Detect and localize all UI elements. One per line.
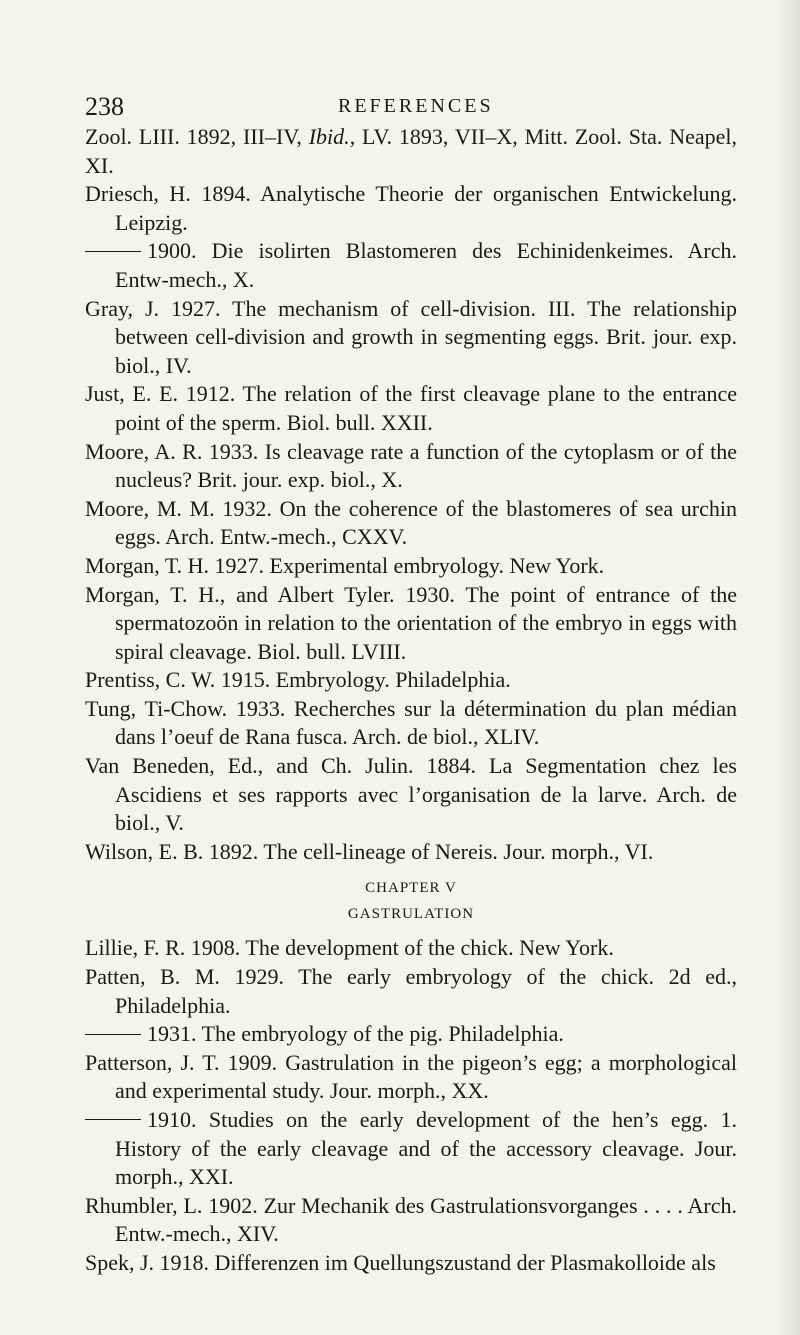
reference-list	[85, 123, 737, 1278]
reference-text: Van Beneden, Ed., and Ch. Julin. 1884. La Segmentation chez les Ascidiens et ses rapports avec l’organisation de la larve. Arch. de biol., V.	[85, 753, 737, 836]
reference-text: Moore, A. R. 1933. Is cleavage rate a function of the cytoplasm or of the nucleus? Brit. jour. exp. biol., X.	[85, 438, 737, 493]
reference-text: Prentiss, C. W. 1915. Embryology. Philadelphia.	[85, 667, 511, 693]
reference-entry	[85, 752, 737, 838]
reference-text: 1910. Studies on the early development of the hen’s egg. 1. History of the early cleavage and of the accessory cleavage. Jour. morph., XXI.	[115, 1107, 737, 1190]
reference-entry	[85, 495, 737, 552]
running-head: REFERENCES	[338, 95, 494, 117]
reference-text: Patten, B. M. 1929. The early embryology of the chick. 2d ed., Philadelphia.	[85, 964, 737, 1018]
reference-text: Patterson, J. T. 1909. Gastrulation in the pigeon’s egg; a morphological and experimental study. Jour. morph., XX.	[85, 1049, 737, 1104]
page-number: 238	[85, 92, 124, 121]
reference-entry	[85, 666, 737, 695]
reference-entry	[85, 1192, 737, 1249]
reference-text-after: , LV. 1893, VII–X, Mitt. Zool. Sta. Neapel, XI.	[85, 124, 737, 178]
reference-entry	[85, 380, 737, 437]
reference-text: 1900. Die isolirten Blastomeren des Echinidenkeimes. Arch. Entw-mech., X.	[115, 238, 737, 292]
ditto-dash	[85, 1119, 141, 1120]
reference-entry	[85, 1106, 737, 1192]
reference-text: Tung, Ti-Chow. 1933. Recherches sur la détermination du plan médian dans l’oeuf de Rana fusca. Arch. de biol., XLIV.	[85, 695, 737, 750]
page-header	[85, 92, 725, 122]
reference-text: Morgan, T. H., and Albert Tyler. 1930. The point of entrance of the spermatozoön in relation to the orientation of the embryo in eggs with spiral cleavage. Biol. bull. LVIII.	[85, 581, 737, 664]
reference-text: Morgan, T. H. 1927. Experimental embryology. New York.	[85, 552, 605, 578]
reference-text: Just, E. E. 1912. The relation of the first cleavage plane to the entrance point of the sperm. Biol. bull. XXII.	[85, 381, 737, 435]
reference-text: Gray, J. 1927. The mechanism of cell-division. III. The relationship between cell-division and growth in segmenting eggs. Brit. jour. exp. biol., IV.	[85, 295, 737, 378]
reference-entry	[85, 295, 737, 381]
reference-entry	[85, 581, 737, 667]
reference-entry	[85, 180, 737, 237]
reference-entry	[85, 695, 737, 752]
reference-text: Driesch, H. 1894. Analytische Theorie der organischen Entwickelung. Leipzig.	[85, 181, 737, 235]
reference-text: Moore, M. M. 1932. On the coherence of the blastomeres of sea urchin eggs. Arch. Entw.-mech., CXXV.	[85, 495, 737, 550]
reference-text: Wilson, E. B. 1892. The cell-lineage of Nereis. Jour. morph., VI.	[85, 838, 654, 864]
reference-text: Lillie, F. R. 1908. The development of the chick. New York.	[85, 935, 614, 961]
reference-entry	[85, 934, 737, 963]
chapter-heading	[85, 878, 737, 924]
reference-entry	[85, 1020, 737, 1049]
chapter-label: CHAPTER V	[365, 880, 457, 897]
reference-entry	[85, 552, 737, 581]
reference-group-chapter-v	[85, 934, 737, 1277]
reference-group-chapter-iv	[85, 123, 737, 866]
reference-entry	[85, 237, 737, 294]
reference-entry	[85, 438, 737, 495]
reference-entry	[85, 1049, 737, 1106]
reference-entry	[85, 838, 737, 867]
reference-entry	[85, 1249, 737, 1278]
reference-entry	[85, 963, 737, 1020]
chapter-title: GASTRULATION	[347, 906, 475, 923]
page-edge-shadow	[778, 0, 800, 1335]
reference-text: Spek, J. 1918. Differenzen im Quellungszustand der Plasmakolloide als	[85, 1249, 716, 1275]
reference-entry	[85, 123, 737, 180]
ditto-dash	[85, 251, 141, 252]
reference-text: 1931. The embryology of the pig. Philadelphia.	[147, 1021, 564, 1047]
reference-italic: Ibid.	[308, 124, 350, 149]
reference-text: Rhumbler, L. 1902. Zur Mechanik des Gastrulationsvorganges . . . . Arch. Entw.-mech., XIV.	[85, 1192, 737, 1247]
reference-text: Zool. LIII. 1892, III–IV,	[85, 124, 309, 149]
ditto-dash	[85, 1034, 141, 1035]
